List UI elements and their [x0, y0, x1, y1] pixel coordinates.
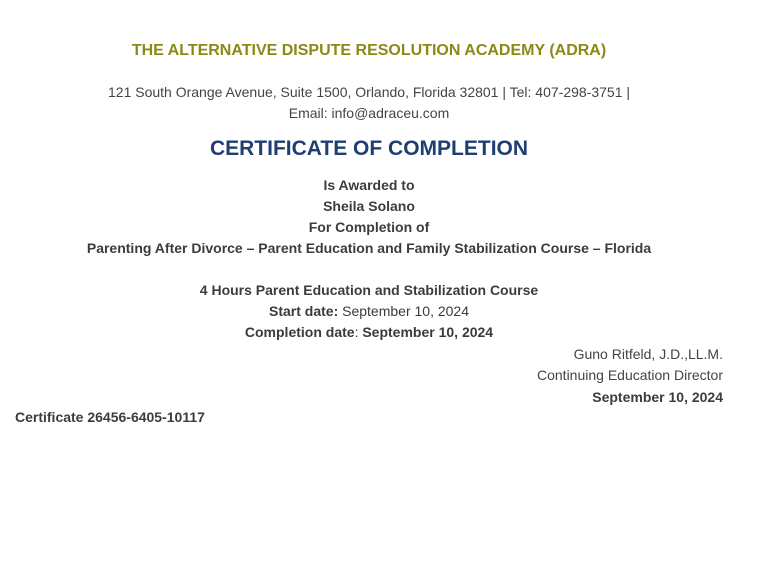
organization-address: 121 South Orange Avenue, Suite 1500, Orlando, Florida 32801 | Tel: 407-298-3751 |: [108, 84, 631, 100]
course-name: Parenting After Divorce – Parent Education and Family Stabilization Course – Florida: [86, 240, 652, 256]
certificate-number: Certificate 26456-6405-10117: [15, 409, 205, 425]
completion-date-value: September 10, 2024: [362, 324, 494, 340]
for-completion-label: For Completion of: [308, 219, 430, 235]
start-date-value: September 10, 2024: [342, 303, 469, 319]
start-date-line: [0, 303, 738, 319]
organization-name: THE ALTERNATIVE DISPUTE RESOLUTION ACADEMY (ADRA): [131, 42, 607, 59]
start-date-label: Start date:: [269, 303, 339, 319]
completion-date-colon: :: [354, 324, 363, 340]
recipient-name: Sheila Solano: [323, 198, 415, 214]
certificate-title: CERTIFICATE OF COMPLETION: [209, 137, 529, 160]
signature-date: September 10, 2024: [592, 389, 723, 405]
signatory-name: Guno Ritfeld, J.D.,LL.M.: [573, 346, 723, 362]
completion-date-label: Completion date: [244, 324, 355, 340]
signatory-title: Continuing Education Director: [537, 367, 723, 383]
organization-email: Email: info@adraceu.com: [288, 105, 450, 121]
awarded-to-label: Is Awarded to: [323, 177, 415, 193]
completion-date-line: [0, 324, 738, 340]
course-hours: 4 Hours Parent Education and Stabilization Course: [199, 282, 539, 298]
